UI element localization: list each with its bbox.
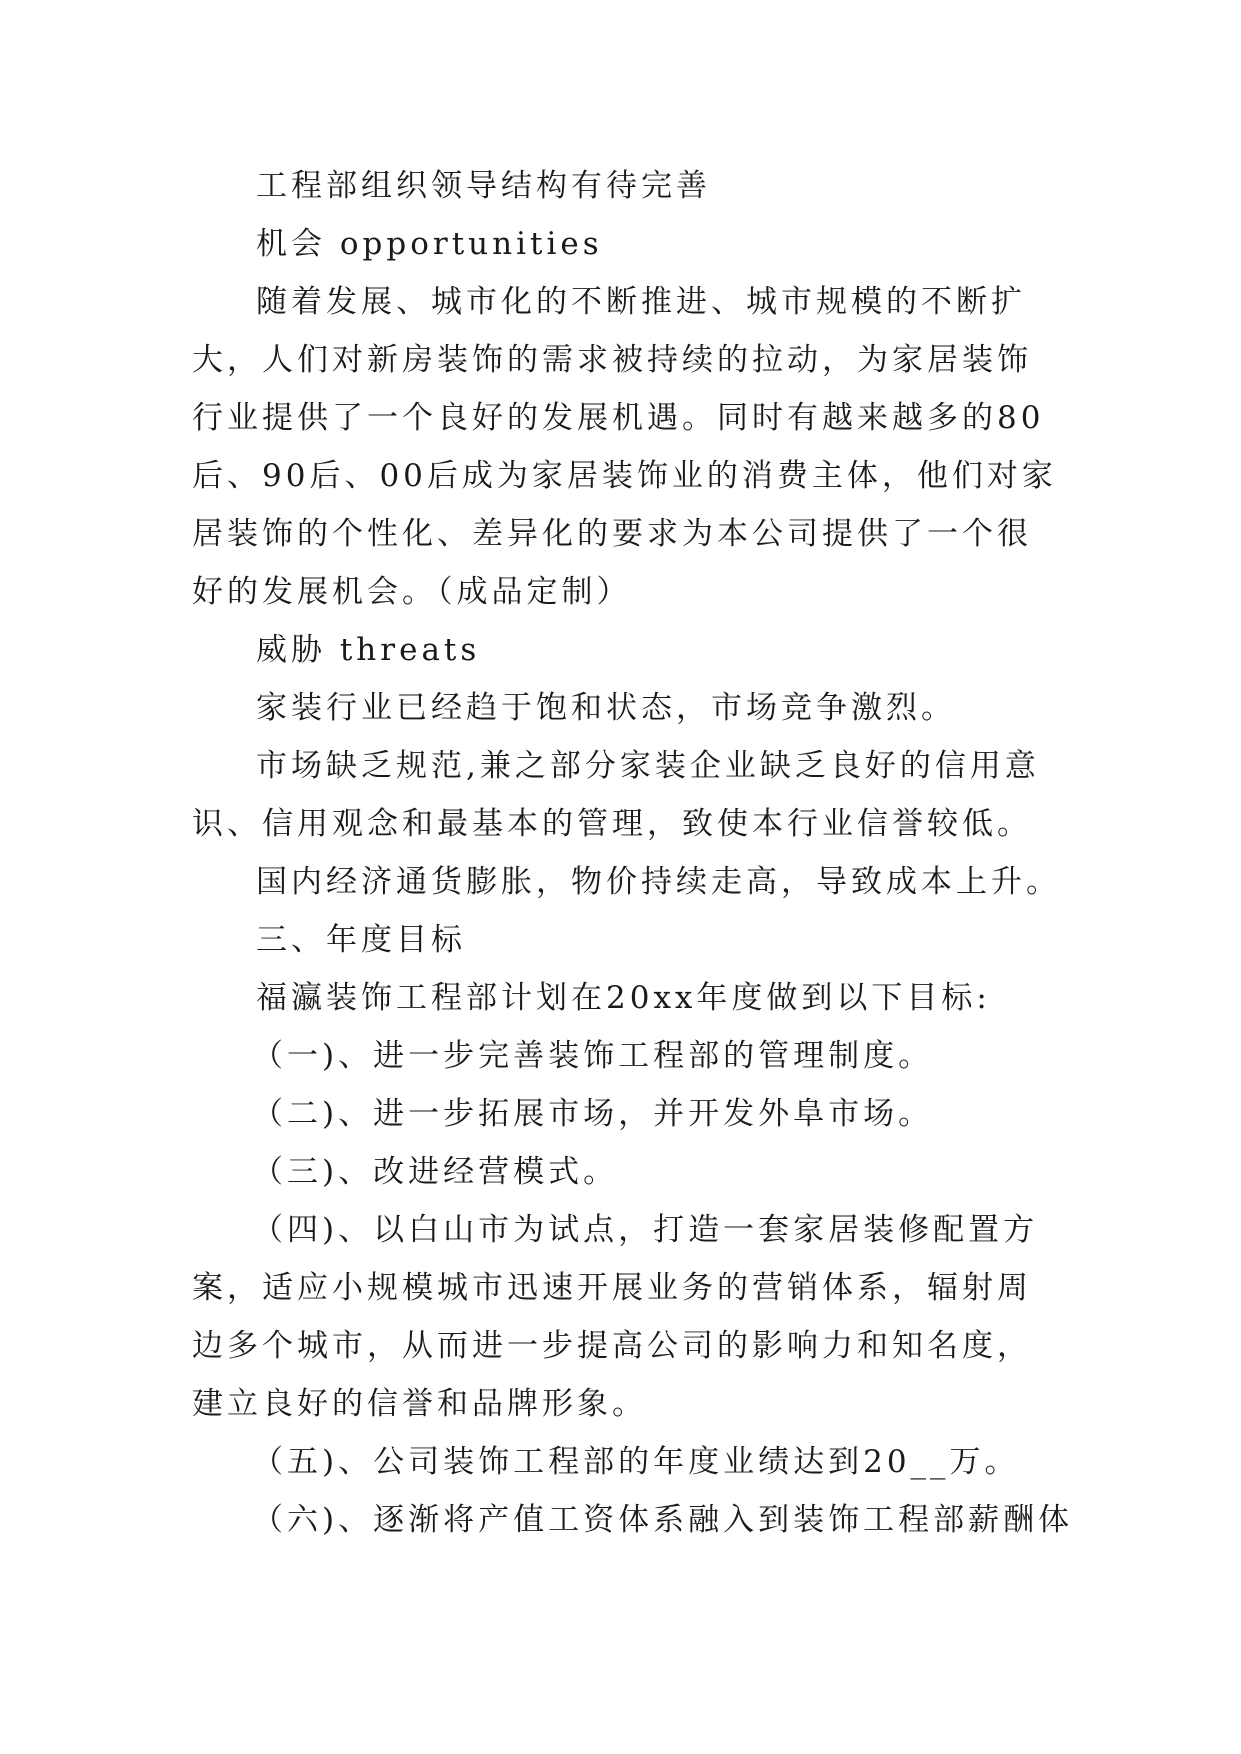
goal-item-6: （六)、逐渐将产值工资体系融入到装饰工程部薪酬体 (252, 1502, 1074, 1538)
paragraph-weakness-structure: 工程部组织领导结构有待完善 (256, 168, 711, 204)
paragraph-goals-intro: 福瀛装饰工程部计划在20xx年度做到以下目标: (256, 980, 991, 1016)
paragraph-threat-inflation: 国内经济通货膨胀，物价持续走高，导致成本上升。 (256, 864, 1061, 900)
goal-item-5: （五)、公司装饰工程部的年度业绩达到20__万。 (252, 1444, 1020, 1480)
paragraph-threat-saturation: 家装行业已经趋于饱和状态，市场竞争激烈。 (256, 690, 956, 726)
document-body (192, 157, 1074, 1549)
goal-item-1: （一)、进一步完善装饰工程部的管理制度。 (252, 1038, 934, 1074)
paragraph-threat-regulation: 市场缺乏规范,兼之部分家装企业缺乏良好的信用意识、信用观念和最基本的管理，致使本行业信誉较低。 (192, 748, 1040, 842)
paragraph-opportunities: 随着发展、城市化的不断推进、城市规模的不断扩大，人们对新房装饰的需求被持续的拉动，为家居装饰行业提供了一个良好的发展机遇。同时有越来越多的80后、90后、00后成为家居装饰业的消费主体，他们对家居装饰的个性化、差异化的要求为本公司提供了一个很好的发展机会。（成品定制） (192, 284, 1057, 610)
goal-item-3: （三)、改进经营模式。 (252, 1154, 619, 1190)
heading-threats: 威胁 threats (256, 632, 481, 668)
section-heading-annual-goals: 三、年度目标 (256, 922, 466, 958)
goal-item-2: （二)、进一步拓展市场，并开发外阜市场。 (252, 1096, 934, 1132)
goal-item-4: （四)、以白山市为试点，打造一套家居装修配置方案，适应小规模城市迅速开展业务的营销体系，辐射周边多个城市，从而进一步提高公司的影响力和知名度，建立良好的信誉和品牌形象。 (192, 1212, 1039, 1422)
heading-opportunities: 机会 opportunities (256, 226, 603, 262)
